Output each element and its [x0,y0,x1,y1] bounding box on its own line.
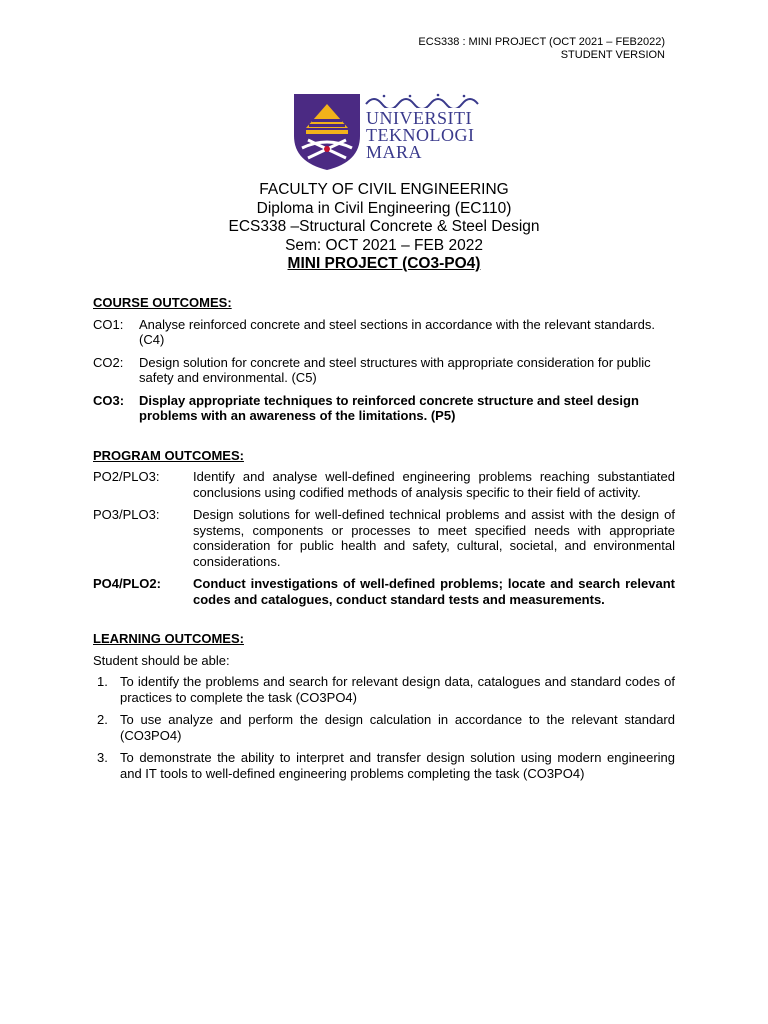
header-version-line: STUDENT VERSION [560,49,665,61]
crest-icon [292,92,362,172]
course-outcome-item: CO3: Display appropriate techniques to reinforced concrete structure and steel design problems with an awareness of the limitations. (P5) [93,392,639,423]
semester-title: Sem: OCT 2021 – FEB 2022 [285,236,483,254]
course-outcome-item: CO1: Analyse reinforced concrete and steel sections in accordance with the relevant standards. (C4) [93,316,655,347]
header-course-line: ECS338 : MINI PROJECT (OCT 2021 – FEB2022) [418,36,665,48]
document-header [418,36,665,62]
learning-outcomes-heading: LEARNING OUTCOMES: [93,631,244,646]
learning-outcome-item: 1. To identify the problems and search for relevant design data, catalogues and standard codes of practices to complete the task (CO3PO4) [97,674,675,705]
program-outcome-item: PO2/PLO3: Identify and analyse well-defined engineering problems reaching substantiated conclusions using codified methods of analysis specific to their field of activity. [93,469,675,500]
course-outcome-item: CO2: Design solution for concrete and steel structures with appropriate consideration for public safety and environmental. (C5) [93,354,651,385]
jawi-script-icon [364,92,482,108]
diploma-title: Diploma in Civil Engineering (EC110) [256,199,512,217]
course-title: ECS338 –Structural Concrete & Steel Design [228,218,540,235]
learning-outcome-item: 3. To demonstrate the ability to interpret and transfer design solution using modern engineering and IT tools to well-defined engineering problems completing the task (CO3PO4) [97,750,675,781]
program-outcome-item: PO3/PLO3: Design solutions for well-defined technical problems and assist with the design of systems, components or processes to meet specified needs with appropriate consideration for public health and safety, cultural, societal, and environmental considerations. [93,507,675,569]
uitm-logo [292,92,482,172]
program-outcome-item: PO4/PLO2: Conduct investigations of well-defined problems; locate and search relevant codes and catalogues, conduct standard tests and measurements. [93,576,675,607]
course-outcomes-heading: COURSE OUTCOMES: [93,295,232,310]
program-outcomes-heading: PROGRAM OUTCOMES: [93,447,244,463]
document-body [93,295,675,788]
learning-outcome-item: 2. To use analyze and perform the design calculation in accordance to the relevant standard (CO3PO4) [97,712,675,743]
learning-outcomes-intro: Student should be able: [93,652,230,668]
logo-wordmark: UNIVERSITI TEKNOLOGI MARA [366,108,475,162]
faculty-title: FACULTY OF CIVIL ENGINEERING [259,181,509,198]
mini-project-title: MINI PROJECT (CO3-PO4) [287,255,481,272]
title-block [0,181,768,274]
